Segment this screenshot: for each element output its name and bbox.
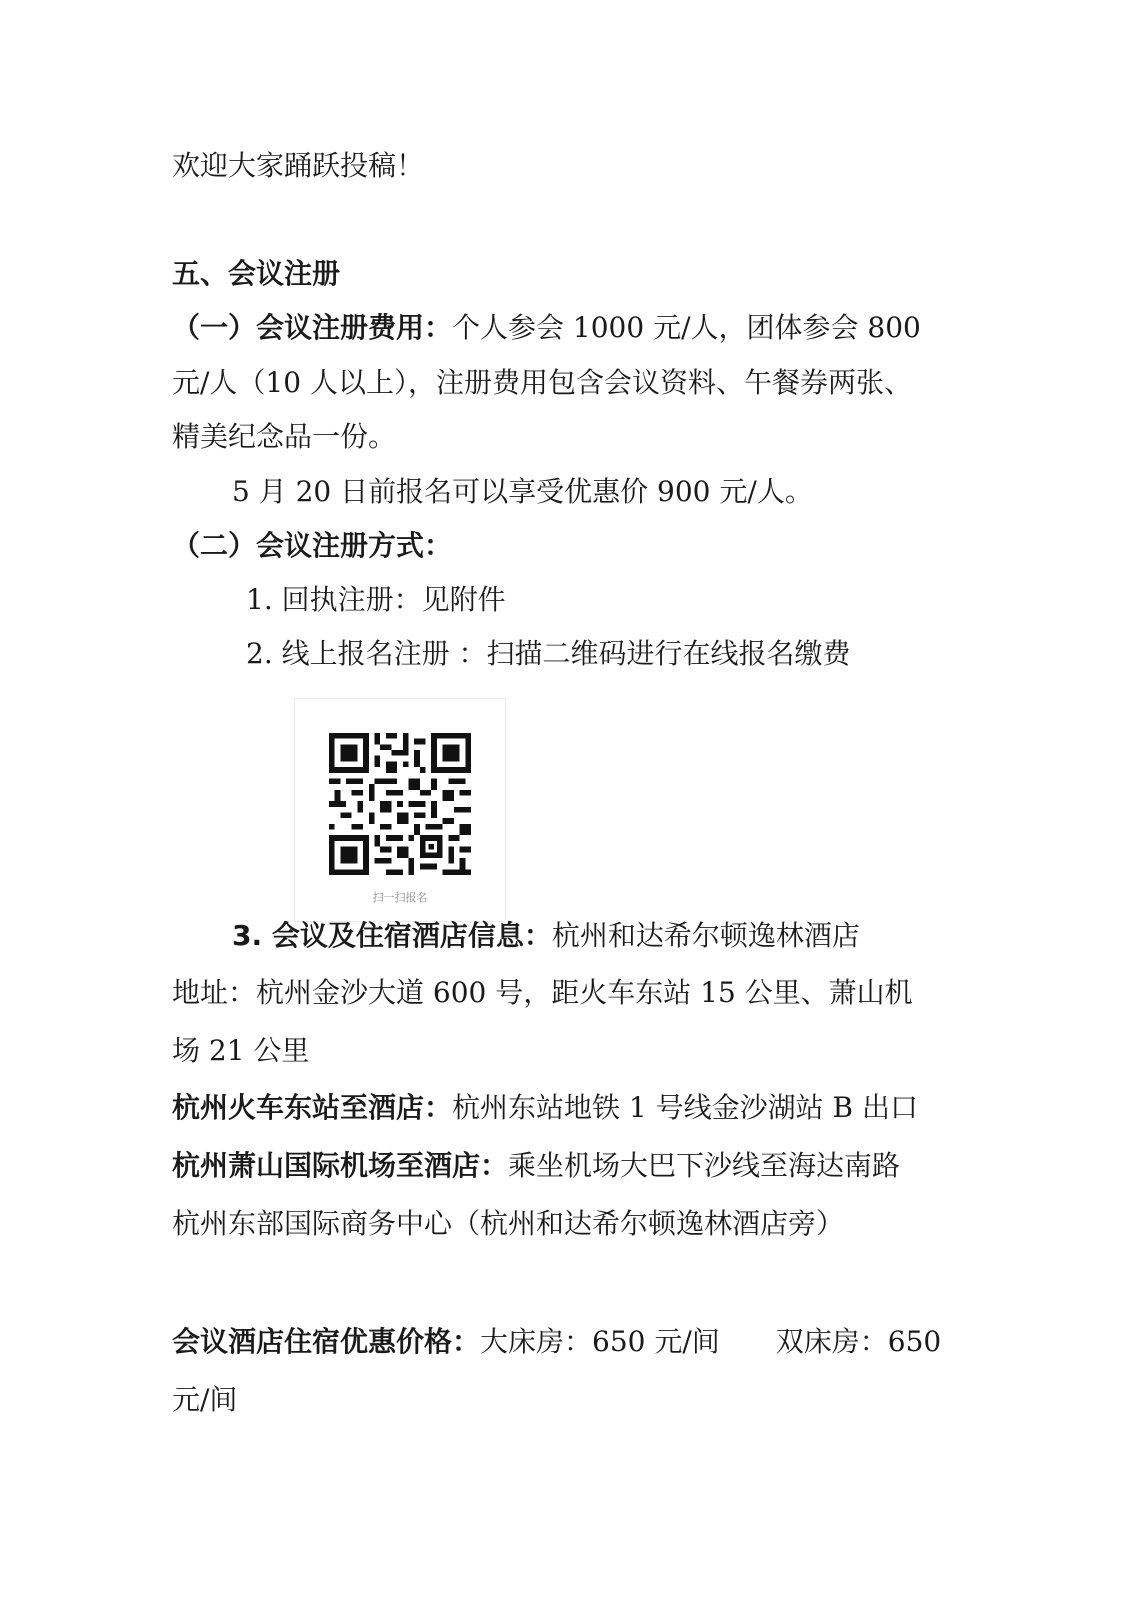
early-bird-text: 5 月 20 日前报名可以享受优惠价 900 元/人。 xyxy=(232,475,813,508)
fee-label: （一）会议注册费用： xyxy=(172,311,453,344)
fee-paragraph xyxy=(172,308,921,348)
fee-line3: 精美纪念品一份。 xyxy=(172,420,397,453)
train-route xyxy=(172,1088,918,1128)
qr-caption: 扫一扫报名 xyxy=(372,891,428,904)
qr-code-card[interactable] xyxy=(294,698,506,922)
train-label: 杭州火车东站至酒店： xyxy=(172,1091,453,1124)
hotel-name: 杭州和达希尔顿逸林酒店 xyxy=(551,919,860,952)
method-item-receipt: 1. 回执注册：见附件 xyxy=(246,583,506,616)
qr-code-icon xyxy=(329,733,471,875)
hotel-paragraph xyxy=(232,916,860,956)
train-text: 杭州东站地铁 1 号线金沙湖站 B 出口 xyxy=(452,1091,919,1124)
hotel-address-line1: 地址：杭州金沙大道 600 号，距火车东站 15 公里、萧山机 xyxy=(172,976,913,1009)
airport-text: 乘坐机场大巴下沙线至海达南路 xyxy=(508,1149,901,1182)
airport-route xyxy=(172,1146,900,1186)
method-label: （二）会议注册方式： xyxy=(172,529,453,562)
hotel-address-line2: 场 21 公里 xyxy=(172,1034,310,1067)
section5-title: 五、会议注册 xyxy=(172,257,341,290)
price-line2: 元/间 xyxy=(172,1383,238,1416)
method-item-online: 2. 线上报名注册 ：扫描二维码进行在线报名缴费 xyxy=(246,637,851,670)
airport-label: 杭州萧山国际机场至酒店： xyxy=(172,1149,509,1182)
fee-text: 个人参会 1000 元/人，团体参会 800 xyxy=(452,311,921,344)
price-paragraph xyxy=(172,1322,941,1362)
welcome-text: 欢迎大家踊跃投稿！ xyxy=(172,149,425,182)
airport-route-line2: 杭州东部国际商务中心（杭州和达希尔顿逸林酒店旁） xyxy=(172,1207,845,1240)
hotel-label: 3. 会议及住宿酒店信息： xyxy=(232,919,552,952)
price-label: 会议酒店住宿优惠价格： xyxy=(172,1325,481,1358)
fee-line2: 元/人（10 人以上），注册费用包含会议资料、午餐券两张、 xyxy=(172,366,912,399)
price-text: 大床房：650 元/间 双床房：650 xyxy=(480,1325,942,1358)
